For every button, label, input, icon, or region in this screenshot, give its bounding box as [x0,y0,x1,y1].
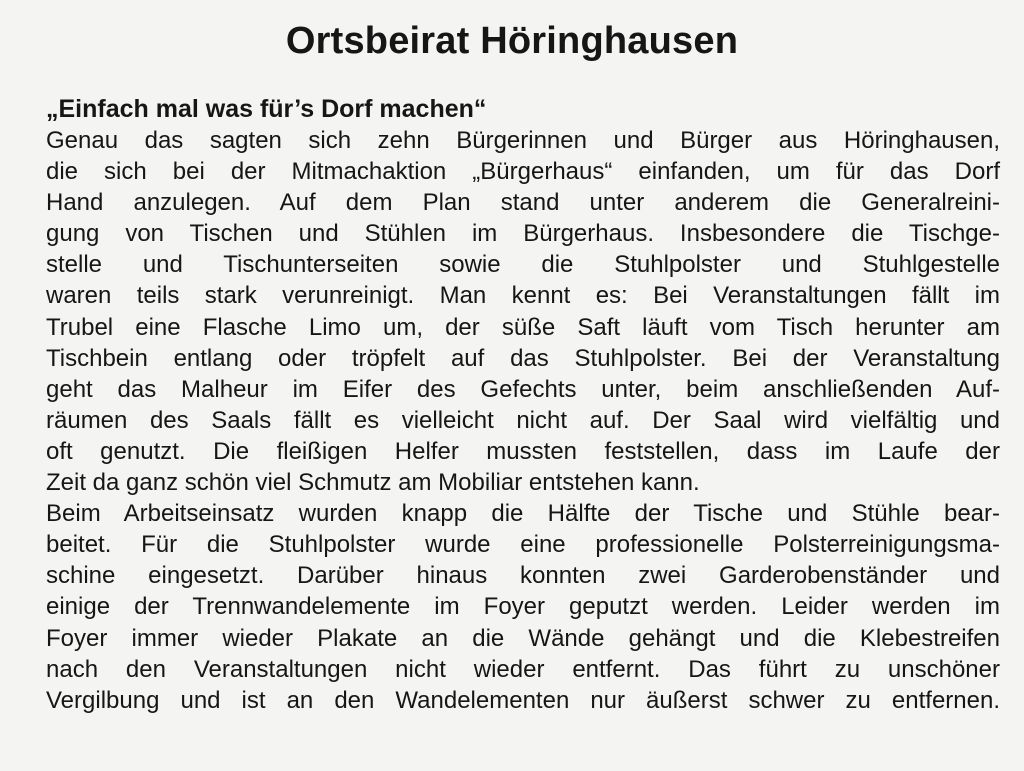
body-line: die sich bei der Mitmachaktion „Bürgerhaus“ einfanden, um für das Dorf [46,158,1000,186]
body-line: Hand anzulegen. Auf dem Plan stand unter anderem die Generalreini- [46,189,1000,217]
body-line-paragraph-end: Zeit da ganz schön viel Schmutz am Mobiliar entstehen kann. [46,469,700,497]
article-title: Ortsbeirat Höringhausen [285,20,739,62]
body-line: geht das Malheur im Eifer des Gefechts unter, beim anschließenden Auf- [46,375,1000,403]
body-line: gung von Tischen und Stühlen im Bürgerhaus. Insbesondere die Tischge- [46,220,1000,248]
body-line: einige der Trennwandelemente im Foyer geputzt werden. Leider werden im [46,593,1000,621]
body-line: Tischbein entlang oder tröpfelt auf das Stuhlpolster. Bei der Veranstaltung [46,344,1000,372]
body-line: waren teils stark verunreinigt. Man kennt es: Bei Veranstaltungen fällt im [46,282,1000,310]
body-line: schine eingesetzt. Darüber hinaus konnten zwei Garderobenständer und [46,562,1000,590]
article-subtitle: „Einfach mal was für’s Dorf machen“ [46,95,487,123]
body-line: stelle und Tischunterseiten sowie die Stuhlpolster und Stuhlgestelle [46,251,1000,279]
body-line: nach den Veranstaltungen nicht wieder entfernt. Das führt zu unschöner [46,655,1000,683]
body-line-last: Vergilbung und ist an den Wandelementen nur äußerst schwer zu entfernen. [46,686,1000,714]
body-line: Foyer immer wieder Plakate an die Wände gehängt und die Klebestreifen [46,624,1000,652]
body-line: Genau das sagten sich zehn Bürgerinnen und Bürger aus Höringhausen, [46,127,1000,154]
body-line: räumen des Saals fällt es vielleicht nicht auf. Der Saal wird vielfältig und [46,406,1000,434]
body-line: Beim Arbeitseinsatz wurden knapp die Hälfte der Tische und Stühle bear- [46,500,1000,528]
body-line: Trubel eine Flasche Limo um, der süße Saft läuft vom Tisch herunter am [46,313,1000,341]
article-body [46,125,1000,716]
body-line: beitet. Für die Stuhlpolster wurde eine professionelle Polsterreinigungsma- [46,531,1000,559]
body-line: oft genutzt. Die fleißigen Helfer mussten feststellen, dass im Laufe der [46,437,1000,465]
